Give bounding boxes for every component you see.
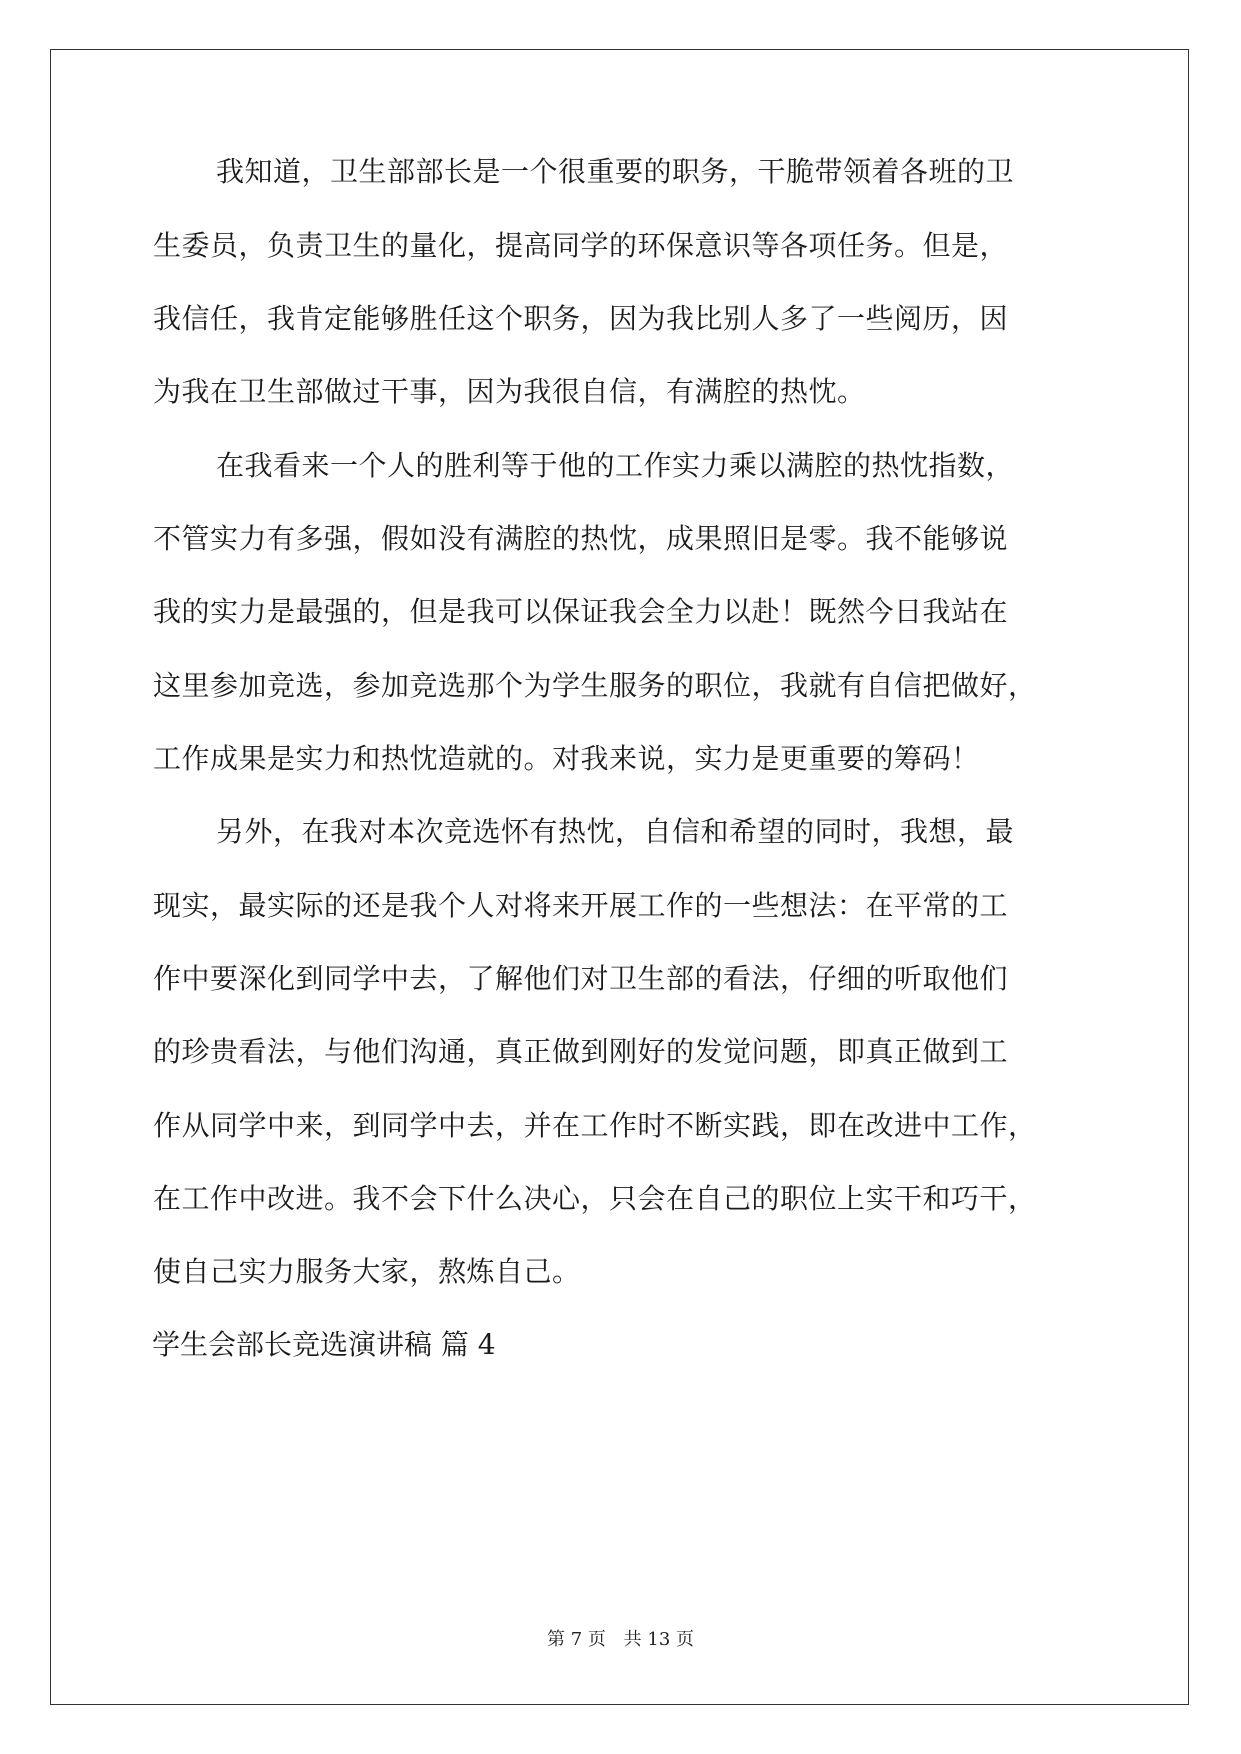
paragraph-3-line-1: 另外，在我对本次竞选怀有热忱，自信和希望的同时，我想，最 [216,815,1015,848]
page-number: 第 7 页 [547,1629,606,1650]
paragraph-2-line-2: 不管实力有多强，假如没有满腔的热忱，成果照旧是零。我不能够说 [153,522,1009,555]
paragraph-3-line-3: 作中要深化到同学中去，了解他们对卫生部的看法，仔细的听取他们 [153,962,1009,995]
paragraph-3-line-5: 作从同学中来，到同学中去，并在工作时不断实践，即在改进中工作， [153,1109,1037,1142]
paragraph-3-line-4: 的珍贵看法，与他们沟通，真正做到刚好的发觉问题，即真正做到工 [153,1035,1009,1068]
paragraph-1-line-1: 我知道，卫生部部长是一个很重要的职务，干脆带领着各班的卫 [216,155,1015,188]
paragraph-2-line-5: 工作成果是实力和热忱造就的。对我来说，实力是更重要的筹码！ [153,742,980,775]
paragraph-3-line-7: 使自己实力服务大家，熬炼自己。 [153,1255,581,1288]
paragraph-2-line-4: 这里参加竞选，参加竞选那个为学生服务的职位，我就有自信把做好， [153,669,1037,702]
page-total: 共 13 页 [623,1629,694,1650]
section-heading: 学生会部长竞选演讲稿 篇 4 [152,1328,496,1361]
paragraph-2-line-3: 我的实力是最强的，但是我可以保证我会全力以赴！既然今日我站在 [153,595,1009,628]
page-footer [0,1628,1241,1652]
paragraph-3-line-6: 在工作中改进。我不会下什么决心，只会在自己的职位上实干和巧干， [153,1182,1037,1215]
paragraph-1-line-4: 为我在卫生部做过干事，因为我很自信，有满腔的热忱。 [153,375,866,408]
paragraph-3-line-2: 现实，最实际的还是我个人对将来开展工作的一些想法：在平常的工 [153,889,1009,922]
paragraph-1-line-3: 我信任，我肯定能够胜任这个职务，因为我比别人多了一些阅历，因 [153,302,1009,335]
paragraph-1-line-2: 生委员，负责卫生的量化，提高同学的环保意识等各项任务。但是， [153,229,1009,262]
page-border [50,49,1189,1705]
paragraph-2-line-1: 在我看来一个人的胜利等于他的工作实力乘以满腔的热忱指数， [216,449,1015,482]
